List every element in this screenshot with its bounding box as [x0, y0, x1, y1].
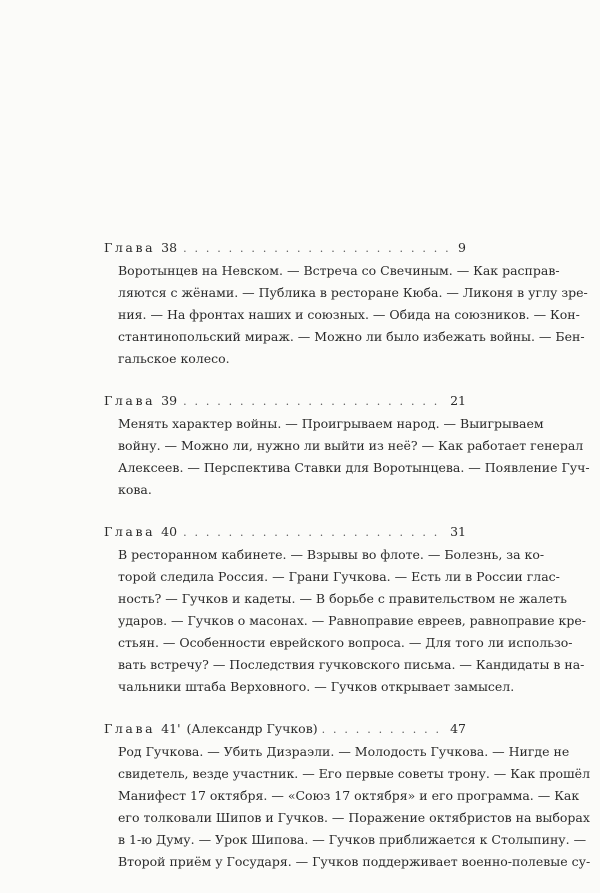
summary-line: ность? — Гучков и кадеты. — В борьбе с правительством не жалеть: [118, 591, 567, 606]
dot-leader: [183, 391, 446, 413]
summary-line: Второй приём у Государя. — Гучков поддерживает военно-полевые су-: [118, 854, 591, 869]
summary-line: его толковали Шипов и Гучков. — Поражение октябристов на выборах: [118, 810, 590, 825]
dot-leader: [322, 719, 446, 741]
dot-leader: [183, 238, 454, 260]
toc-entry: [104, 390, 590, 501]
summary-line: стьян. — Особенности еврейского вопроса. — Для того ли использо-: [118, 635, 573, 650]
summary-line: ляются с жёнами. — Публика в ресторане Кюба. — Ликоня в углу зре-: [118, 285, 588, 300]
chapter-summary: [104, 260, 588, 370]
summary-line: В ресторанном кабинете. — Взрывы во флоте. — Болезнь, за ко-: [118, 547, 545, 562]
summary-line: торой следила Россия. — Грани Гучкова. — Есть ли в России глас-: [118, 569, 560, 584]
chapter-label: Глава: [104, 524, 156, 539]
chapter-summary: [104, 741, 591, 873]
chapter-heading: [104, 390, 466, 413]
table-of-contents: [104, 237, 591, 893]
chapter-number: 38: [161, 240, 178, 255]
toc-entry: [104, 521, 586, 698]
page-number: 21: [450, 393, 466, 408]
chapter-number: 41': [161, 721, 181, 736]
chapter-summary: [104, 544, 586, 698]
summary-line: Манифест 17 октября. — «Союз 17 октября» и его программа. — Как: [118, 788, 580, 803]
summary-line: Воротынцев на Невском. — Встреча со Свечиным. — Как распрaв-: [118, 263, 560, 278]
chapter-number: 39: [161, 393, 178, 408]
chapter-subtitle: (Александр Гучков): [186, 721, 318, 736]
summary-line: Род Гучкова. — Убить Дизраэли. — Молодость Гучкова. — Нигде не: [118, 744, 570, 759]
chapter-label: Глава: [104, 393, 156, 408]
toc-entry: [104, 237, 588, 370]
chapter-summary: [104, 413, 590, 501]
page-number: 9: [458, 240, 466, 255]
summary-line: Алексеев. — Перспектива Ставки для Воротынцева. — Появление Гуч-: [118, 460, 590, 475]
chapter-label: Глава: [104, 721, 156, 736]
summary-line: чальники штаба Верховного. — Гучков открывает замысел.: [118, 679, 515, 694]
page-number: 31: [450, 524, 466, 539]
summary-line: вать встречу? — Последствия гучковского письма. — Кандидаты в на-: [118, 657, 585, 672]
chapter-label: Глава: [104, 240, 156, 255]
summary-line: кова.: [118, 482, 152, 497]
summary-line: войну. — Можно ли, нужно ли выйти из неё? — Как работает генерал: [118, 438, 584, 453]
chapter-heading: [104, 521, 466, 544]
chapter-heading: [104, 237, 466, 260]
toc-entry: [104, 718, 591, 873]
summary-line: стантинопольский мираж. — Можно ли было избежать войны. — Бен-: [118, 329, 585, 344]
chapter-heading: [104, 718, 466, 741]
chapter-number: 40: [161, 524, 178, 539]
dot-leader: [183, 522, 446, 544]
page-number: 47: [450, 721, 466, 736]
summary-line: ударов. — Гучков о масонах. — Равноправие евреев, равноправие кре-: [118, 613, 586, 628]
summary-line: Менять характер войны. — Проигрываем народ. — Выигрываем: [118, 416, 544, 431]
summary-line: гальское колесо.: [118, 351, 230, 366]
summary-line: ния. — На фронтах наших и союзных. — Обида на союзников. — Кон-: [118, 307, 580, 322]
summary-line: в 1-ю Думу. — Урок Шипова. — Гучков приближается к Столыпину. —: [118, 832, 587, 847]
summary-line: свидетель, везде участник. — Его первые советы трону. — Как прошёл: [118, 766, 591, 781]
